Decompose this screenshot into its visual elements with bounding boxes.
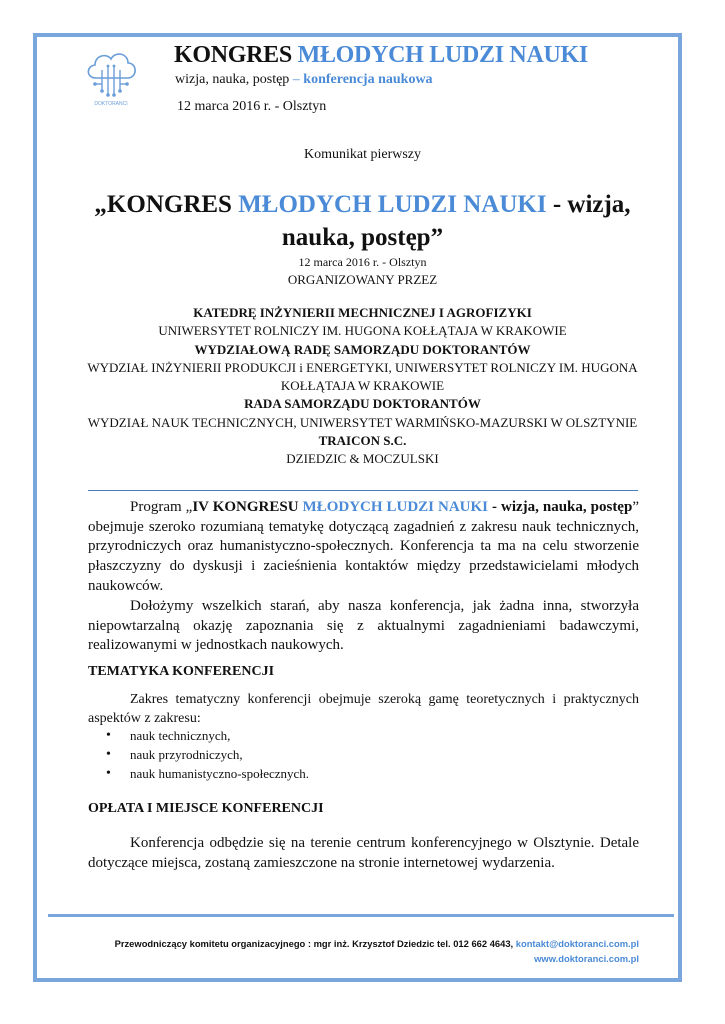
list-item: • nauk humanistyczno-społecznych. <box>106 764 309 783</box>
organizer-line: WYDZIAŁOWĄ RADĘ SAMORZĄDU DOKTORANTÓW <box>194 341 531 357</box>
organizer-line: KATEDRĘ INŻYNIERII MECHNICZNEJ I AGROFIZYKI <box>193 305 532 320</box>
email-link[interactable]: kontakt@doktoranci.com.pl <box>515 938 639 949</box>
fee-venue-heading: OPŁATA I MIEJSCE KONFERENCJI <box>88 801 324 816</box>
footer-contact-line: Przewodniczący komitetu organizacyjnego : mgr inż. Krzysztof Dziedzic tel. 012 662 4643, kontakt@doktoranci.com.pl <box>114 938 639 949</box>
main-title: „KONGRES MŁODYCH LUDZI NAUKI - wizja, nauka, postęp” <box>94 191 631 251</box>
program-paragraph: Program „IV KONGRESU MŁODYCH LUDZI NAUKI - wizja, nauka, postęp” obejmuje szeroko rozumianą tematykę dotyczącą zagadnień z zakresu nauk technicznych, przyrodniczych oraz humanistyczno-społecznych. Konferencja ta ma na celu stworzenie płaszczyzny do dyskusji i zacieśnienia kontaktów między przedstawicielami młodych naukowców. <box>88 499 639 594</box>
organizers-list <box>60 304 665 469</box>
organizer-line: TRAICON S.C. <box>318 433 407 449</box>
announcement-label: Komunikat pierwszy <box>303 147 422 162</box>
footer-divider <box>48 914 674 917</box>
header-title: KONGRES MŁODYCH LUDZI NAUKI <box>174 42 588 68</box>
organizer-line: RADA SAMORZĄDU DOKTORANTÓW <box>244 396 481 412</box>
organizer-line: KOŁŁĄTAJA W KRAKOWIE <box>280 378 445 394</box>
organizer-line: WYDZIAŁ INŻYNIERII PRODUKCJI i ENERGETYKI, UNIWERSYTET ROLNICZY IM. HUGONA <box>87 359 638 375</box>
logo-caption: DOKTORANCI <box>94 101 128 107</box>
organizer-line: DZIEDZIC & MOCZULSKI <box>286 451 439 467</box>
topics-heading: TEMATYKA KONFERENCJI <box>88 664 275 679</box>
commitment-paragraph: Dołożymy wszelkich starań, aby nasza konferencja, jak żadna inna, stworzyła niepowtarzalną okazję zapoznania się z aktualnymi zagadnieniami badawczymi, realizowanymi w jednostkach naukowych. <box>88 598 639 654</box>
organizer-line: UNIWERSYTET ROLNICZY IM. HUGONA KOŁŁĄTAJA W KRAKOWIE <box>158 323 567 339</box>
circuit-cloud-icon <box>82 44 140 108</box>
organized-by-label: ORGANIZOWANY PRZEZ <box>287 272 438 287</box>
topics-intro: Zakres tematyczny konferencji obejmuje szeroką gamę teoretycznych i praktycznych aspektów z zakresu: <box>88 692 639 726</box>
header-date: 12 marca 2016 r. - Olsztyn <box>177 99 327 114</box>
fee-venue-text: Konferencja odbędzie się na terenie centrum konferencyjnego w Olsztynie. Detale dotyczące miejsca, zostaną zamieszczone na stronie internetowej wydarzenia. <box>88 835 639 871</box>
event-date: 12 marca 2016 r. - Olsztyn <box>298 255 427 269</box>
footer <box>115 936 639 966</box>
list-item: • nauk technicznych, <box>106 726 309 745</box>
organizer-line: WYDZIAŁ NAUK TECHNICZNYCH, UNIWERSYTET WARMIŃSKO-MAZURSKI W OLSZTYNIE <box>87 414 638 430</box>
website-link[interactable]: www.doktoranci.com.pl <box>534 953 639 964</box>
header-subtitle: wizja, nauka, postęp – konferencja naukowa <box>175 72 433 87</box>
section-divider <box>88 490 638 491</box>
list-item: • nauk przyrodniczych, <box>106 745 309 764</box>
topics-list <box>106 726 309 783</box>
